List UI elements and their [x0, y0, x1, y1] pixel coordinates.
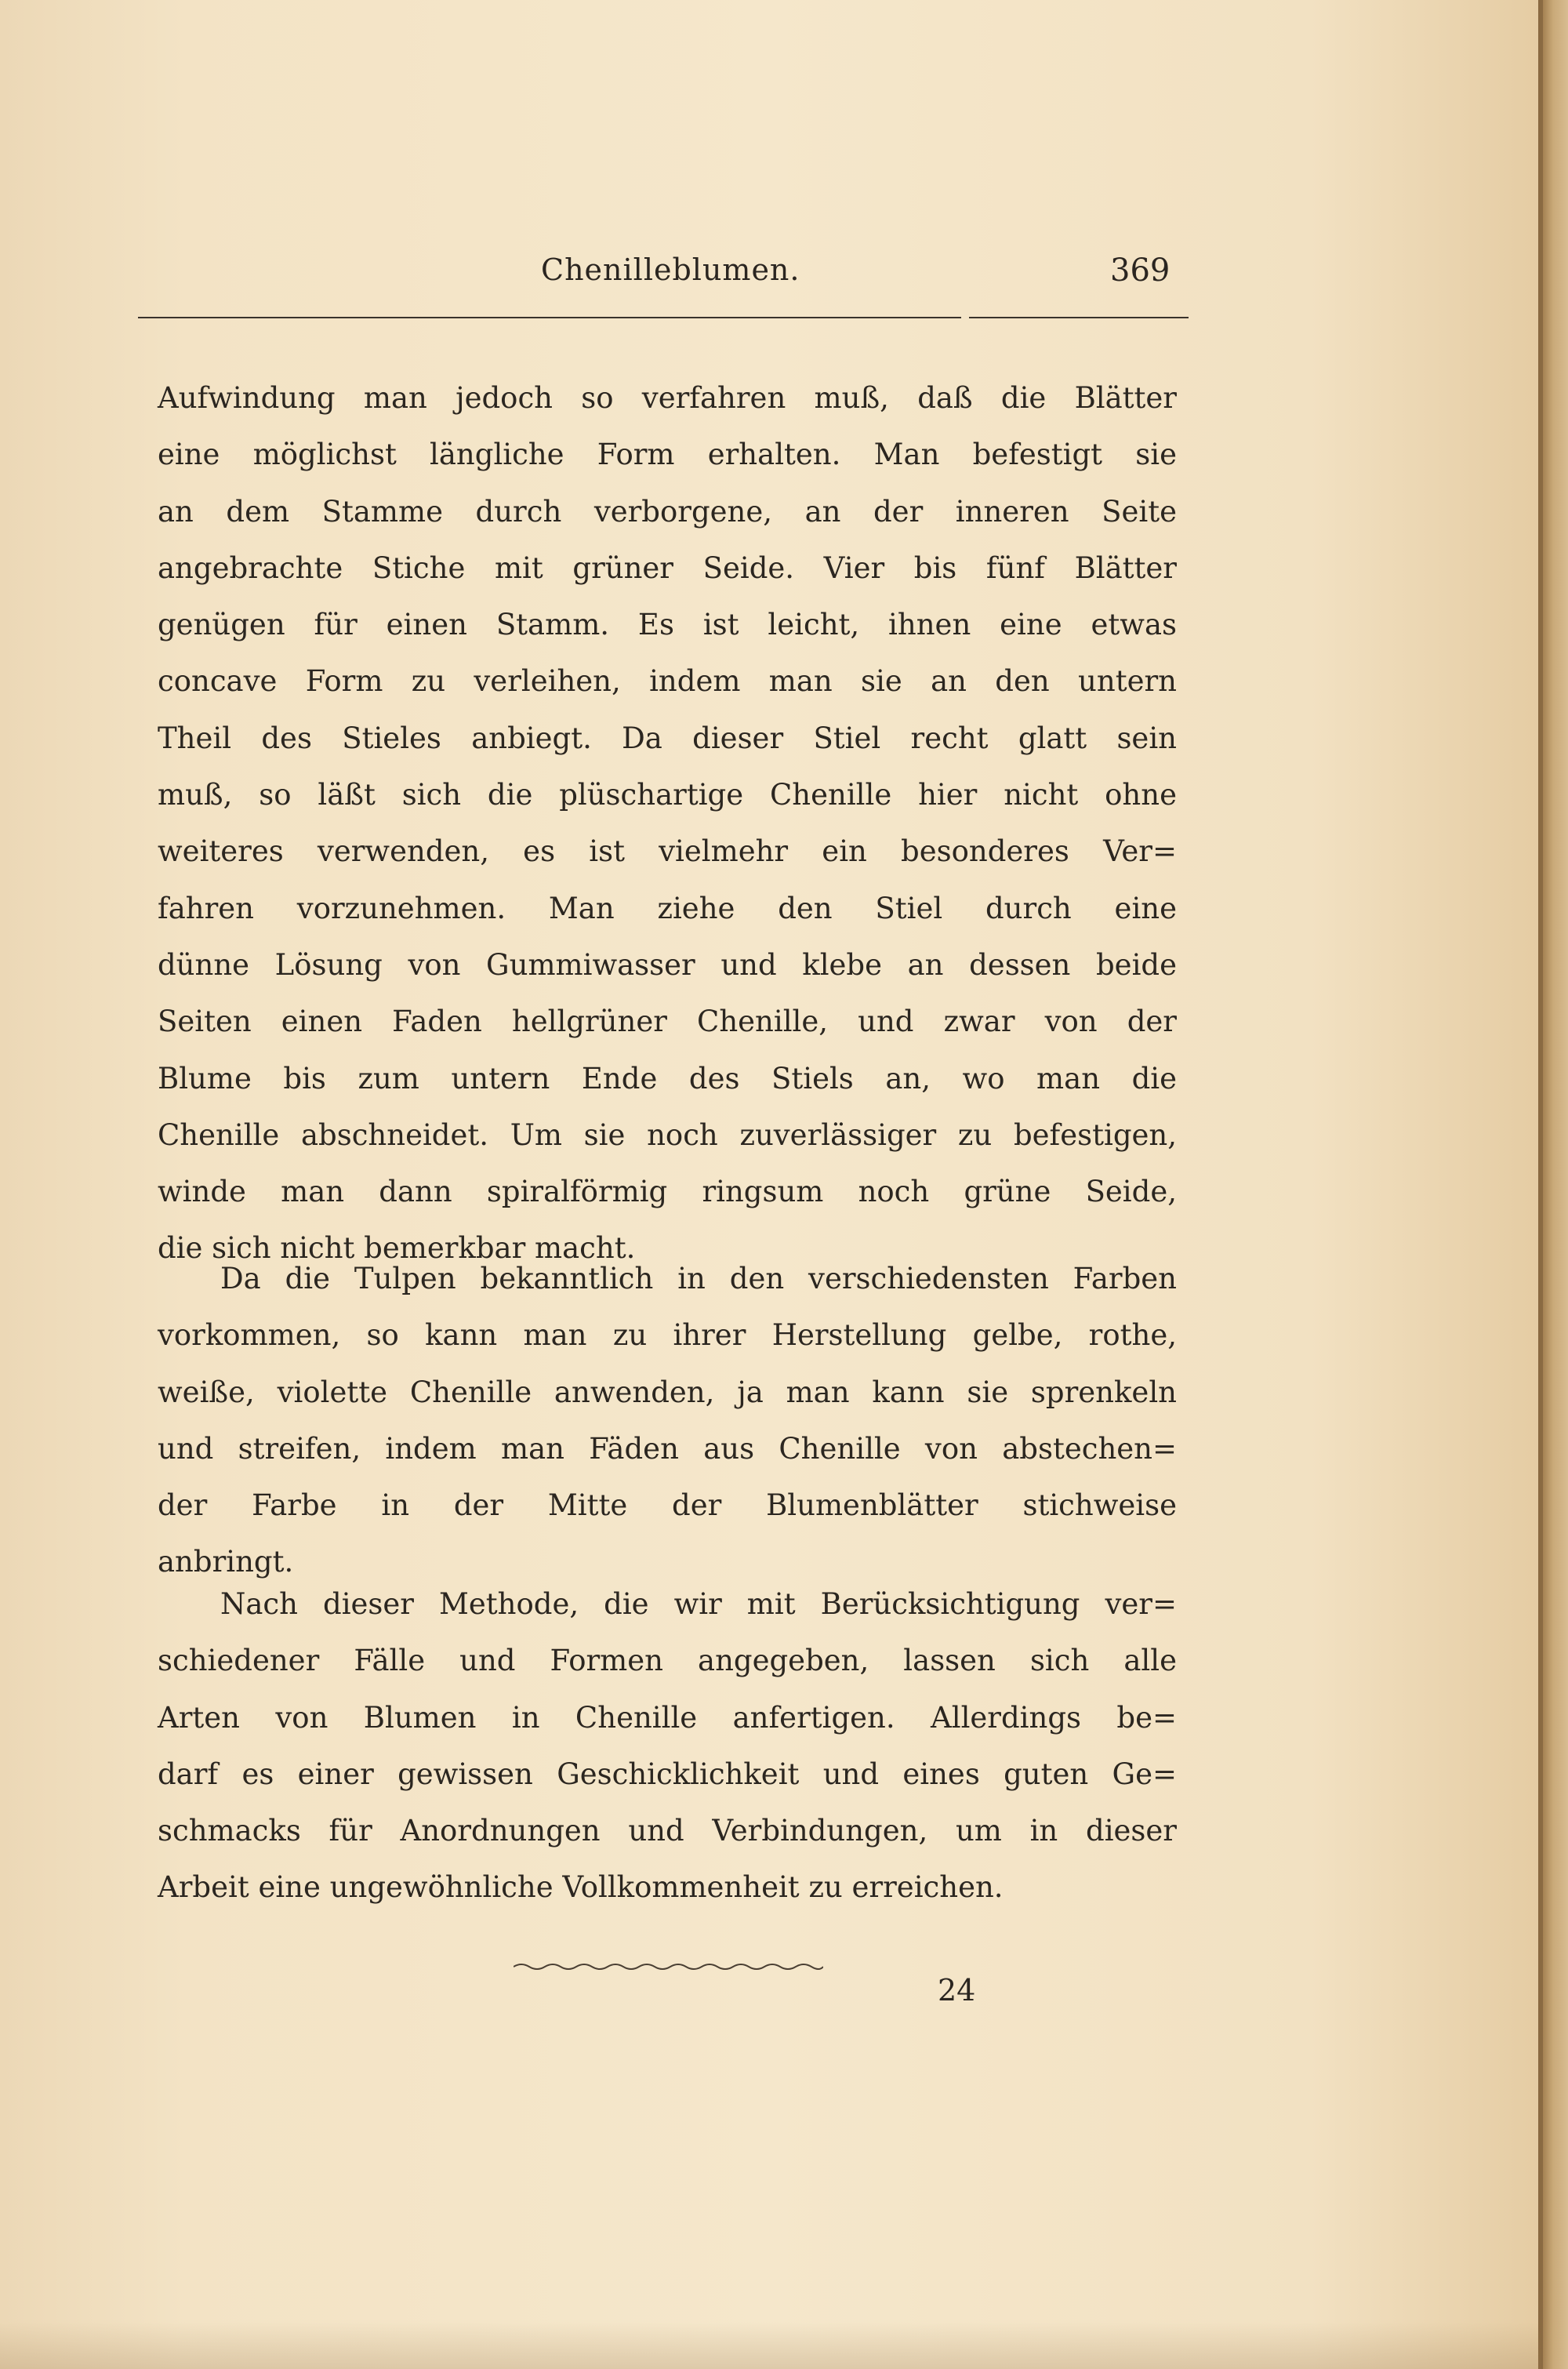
text-line: concave Form zu verleihen, indem man sie an den untern: [158, 664, 1177, 699]
text-line: darf es einer gewissen Geschicklichkeit und eines guten Ge=: [158, 1757, 1177, 1791]
text-line: vorkommen, so kann man zu ihrer Herstellung gelbe, rothe,: [158, 1318, 1177, 1353]
text-line: winde man dann spiralförmig ringsum noch grüne Seide,: [158, 1175, 1177, 1209]
text-line: an dem Stamme durch verborgene, an der inneren Seite: [158, 494, 1177, 529]
page-bottom-shading: [0, 2322, 1541, 2369]
text-line: eine möglichst längliche Form erhalten. Man befestigt sie: [158, 438, 1177, 472]
header-rule-right: [969, 317, 1189, 318]
text-line: Arten von Blumen in Chenille anfertigen. Allerdings be=: [158, 1700, 1177, 1735]
paragraph-1: [158, 370, 1177, 1277]
text-line: angebrachte Stiche mit grüner Seide. Vier bis fünf Blätter: [158, 550, 1177, 585]
page-number: 369: [1110, 253, 1171, 289]
text-line: und streifen, indem man Fäden aus Chenille von abstechen=: [158, 1431, 1177, 1466]
paragraph-2: [158, 1251, 1177, 1591]
binding-shadow: [1543, 0, 1568, 2369]
text-line: genügen für einen Stamm. Es ist leicht, ihnen eine etwas: [158, 608, 1177, 642]
text-line: schiedener Fälle und Formen angegeben, lassen sich alle: [158, 1644, 1177, 1678]
text-line: Aufwindung man jedoch so verfahren muß, daß die Blätter: [158, 381, 1177, 415]
paragraph-3: [158, 1576, 1177, 1917]
text-line: der Farbe in der Mitte der Blumenblätter stichweise: [158, 1488, 1177, 1523]
text-line: fahren vorzunehmen. Man ziehe den Stiel durch eine: [158, 891, 1177, 925]
text-line: die sich nicht bemerkbar macht.: [158, 1231, 636, 1266]
text-line: Blume bis zum untern Ende des Stiels an, wo man die: [158, 1061, 1177, 1095]
text-line: Theil des Stieles anbiegt. Da dieser Stiel recht glatt sein: [158, 721, 1177, 755]
text-line: Da die Tulpen bekanntlich in den verschiedensten Farben: [220, 1262, 1177, 1295]
text-line: Arbeit eine ungewöhnliche Vollkommenheit zu erreichen.: [158, 1870, 1004, 1905]
text-line: schmacks für Anordnungen und Verbindungen, um in dieser: [158, 1814, 1177, 1848]
header-rule: [138, 317, 961, 318]
text-line: Nach dieser Methode, die wir mit Berücksichtigung ver=: [220, 1587, 1177, 1621]
text-line: anbringt.: [158, 1545, 294, 1579]
signature-mark: 24: [938, 1973, 976, 2007]
text-line: muß, so läßt sich die plüschartige Chenille hier nicht ohne: [158, 778, 1177, 812]
text-line: weiteres verwenden, es ist vielmehr ein besonderes Ver=: [158, 834, 1177, 869]
text-line: Chenille abschneidet. Um sie noch zuverlässiger zu befestigen,: [158, 1117, 1177, 1152]
text-line: weiße, violette Chenille anwenden, ja man kann sie sprenkeln: [158, 1375, 1177, 1409]
text-line: Seiten einen Faden hellgrüner Chenille, und zwar von der: [158, 1005, 1177, 1039]
text-line: dünne Lösung von Gummiwasser und klebe an dessen beide: [158, 947, 1177, 982]
running-head-title: Chenilleblumen.: [541, 253, 800, 287]
end-ornament: [514, 1959, 823, 1975]
